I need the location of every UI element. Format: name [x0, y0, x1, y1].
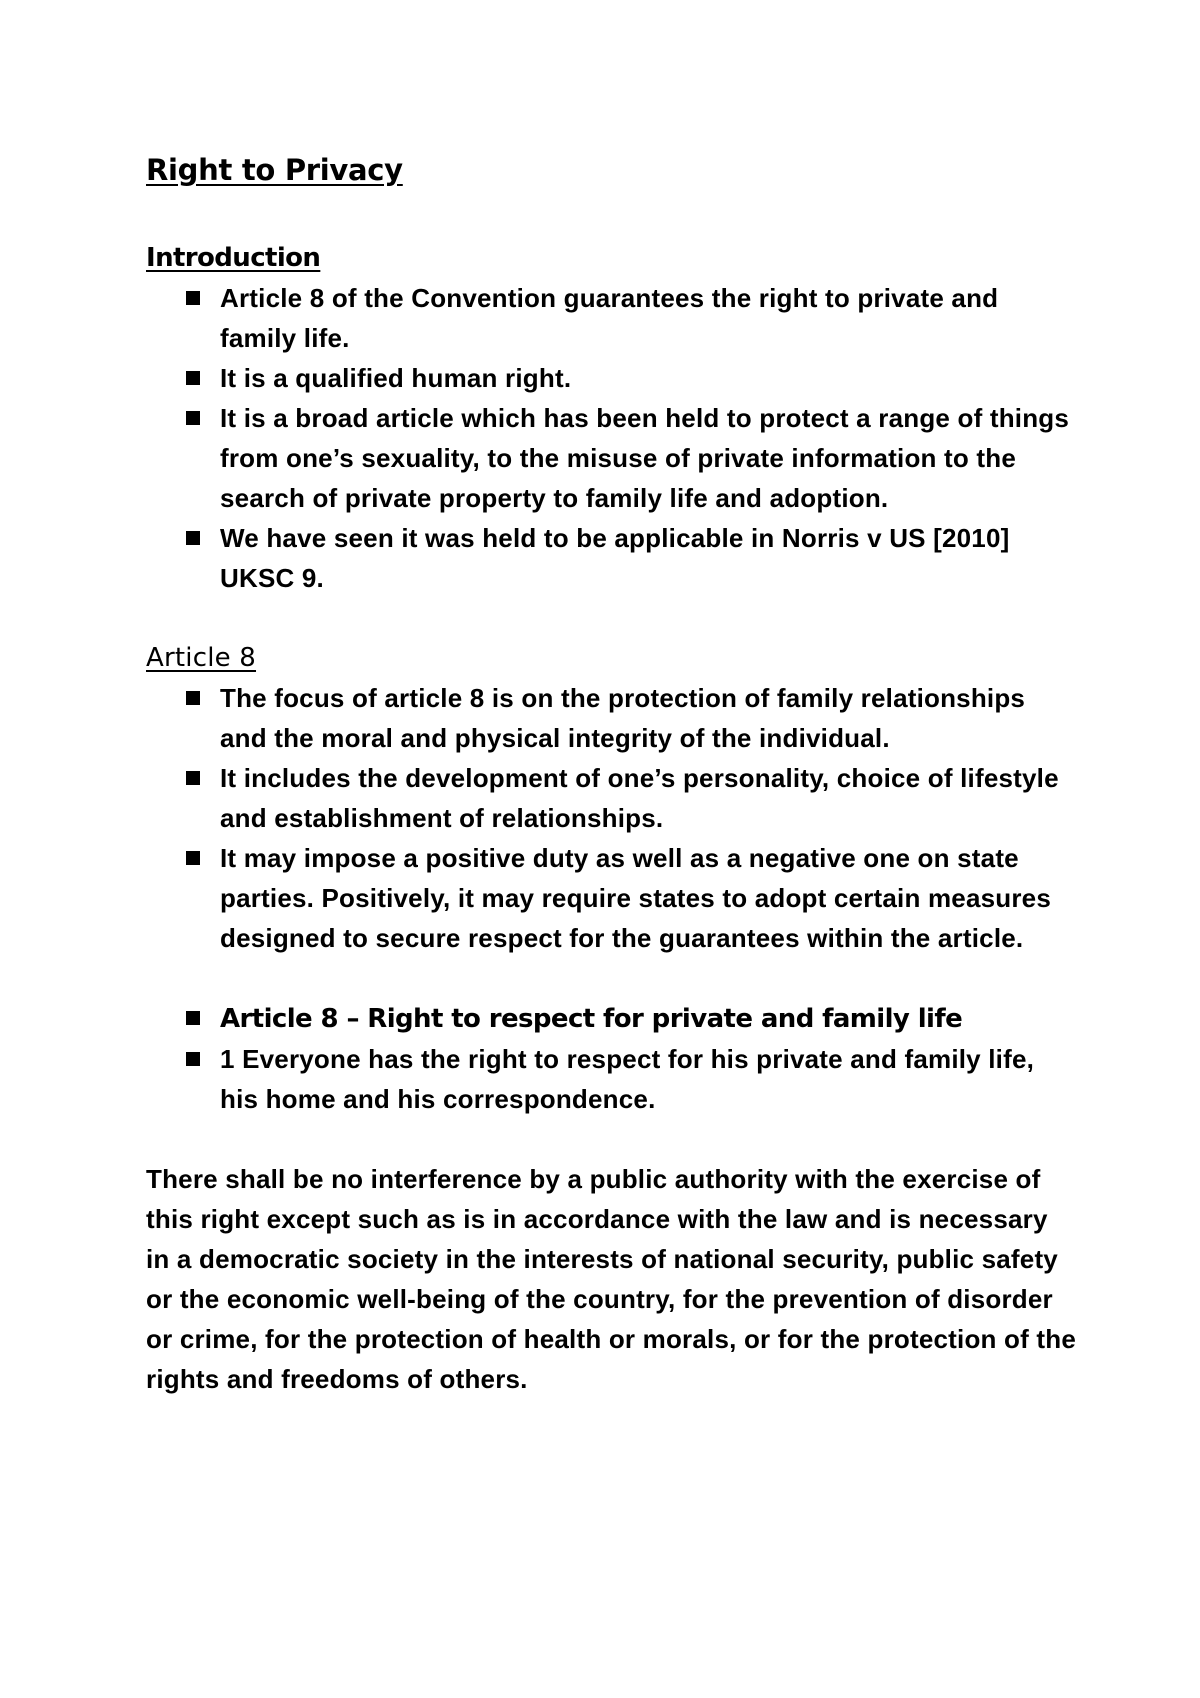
- list-item: [146, 358, 1076, 398]
- spacer: [146, 190, 1076, 238]
- list-item-text: Article 8 of the Convention guarantees the right to private and family life.: [220, 283, 999, 353]
- list-item: [146, 1039, 1076, 1119]
- list-item-text: It includes the development of one’s personality, choice of lifestyle and establishment of relationships.: [220, 763, 1059, 833]
- list-item-text: We have seen it was held to be applicable in Norris v US [2010] UKSC 9.: [220, 523, 1010, 593]
- spacer: [146, 1119, 1076, 1159]
- list-item: [146, 518, 1076, 598]
- spacer: [146, 598, 1076, 638]
- square-bullet-icon: [186, 531, 200, 545]
- list-item-article-heading: [146, 998, 1076, 1039]
- list-item-text: The focus of article 8 is on the protection of family relationships and the moral and physical integrity of the individual.: [220, 683, 1026, 753]
- square-bullet-icon: [186, 771, 200, 785]
- document-title: Right to Privacy: [146, 153, 403, 187]
- list-item: [146, 758, 1076, 838]
- list-item-text: It is a qualified human right.: [220, 363, 572, 393]
- document-content: [146, 150, 1076, 1399]
- section-heading-introduction: Introduction: [146, 243, 321, 273]
- square-bullet-icon: [186, 371, 200, 385]
- square-bullet-icon: [186, 411, 200, 425]
- square-bullet-icon: [186, 1052, 200, 1066]
- list-item: [146, 838, 1076, 958]
- spacer: [146, 958, 1076, 998]
- article-8-text-bullet-list: [146, 998, 1076, 1119]
- list-item: [146, 278, 1076, 358]
- list-item: [146, 678, 1076, 758]
- square-bullet-icon: [186, 851, 200, 865]
- square-bullet-icon: [186, 691, 200, 705]
- list-item-text: 1 Everyone has the right to respect for his private and family life, his home and his correspondence.: [220, 1044, 1035, 1114]
- article-8-bullet-list: [146, 678, 1076, 958]
- list-item-text: It may impose a positive duty as well as a negative one on state parties. Positively, it may require states to adopt certain measures designed to secure respect for the guarantees within the article.: [220, 843, 1051, 953]
- list-item: [146, 398, 1076, 518]
- article-8-paragraph-2: There shall be no interference by a public authority with the exercise of this right except such as is in accordance with the law and is necessary in a democratic society in the interests of national security, public safety or the economic well-being of the country, for the prevention of disorder or crime, for the protection of health or morals, or for the protection of the rights and freedoms of others.: [146, 1164, 1076, 1394]
- list-item-text: Article 8 – Right to respect for private and family life: [220, 1004, 963, 1034]
- square-bullet-icon: [186, 291, 200, 305]
- list-item-text: It is a broad article which has been held to protect a range of things from one’s sexuality, to the misuse of private information to the search of private property to family life and adoption.: [220, 403, 1070, 513]
- introduction-bullet-list: [146, 278, 1076, 598]
- section-heading-article-8: Article 8: [146, 643, 257, 673]
- square-bullet-icon: [186, 1011, 200, 1025]
